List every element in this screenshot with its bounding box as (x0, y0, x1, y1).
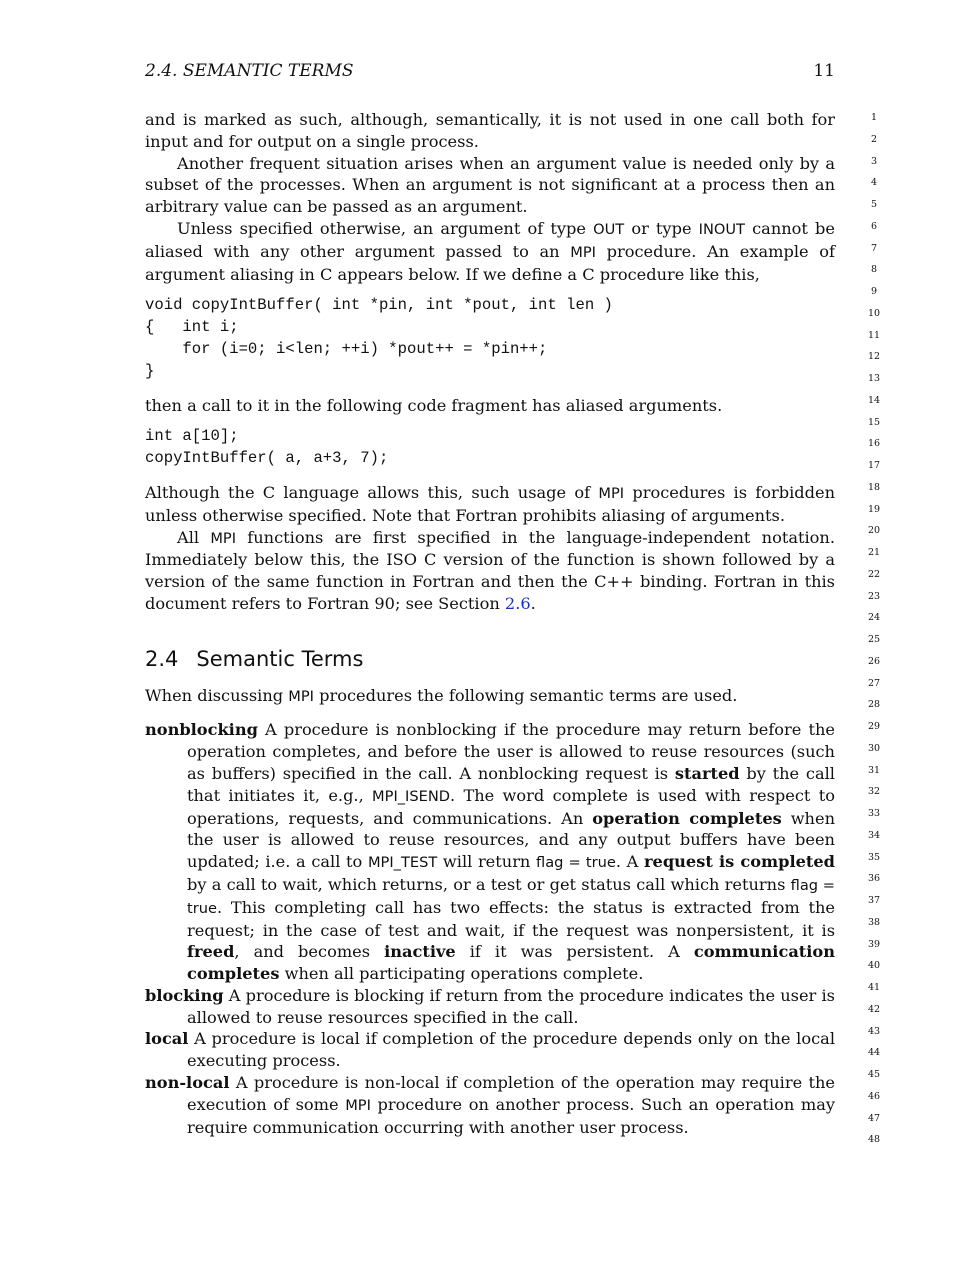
line-number: 15 (867, 416, 881, 428)
line-number: 21 (867, 547, 881, 558)
paragraph: Unless specified otherwise, an argument of type OUT or type INOUT cannot be aliased with any other argument passed to an MPI procedure. An example of argument aliasing in C appears below. If we define a C procedure like this, (145, 218, 835, 284)
definition-local: local A procedure is local if completion of the procedure depends only on the local executing process. (145, 1029, 835, 1071)
running-head: 2.4. SEMANTIC TERMS (145, 61, 354, 81)
line-number: 26 (867, 655, 881, 667)
definition-nonblocking: nonblocking A procedure is nonblocking if the procedure may return before the operation completes, and before the user is allowed to reuse resources (such as buffers) specified in the call. A nonblocking request is started by the call that initiates it, e.g., MPI_ISEND. The word complete is used with respect to operations, requests, and communications. An operation completes when the user is allowed to reuse resources, and any output buffers have been updated; i.e. a call to MPI_TEST will return flag = true. A request is completed by a call to wait, which returns, or a test or get status call which returns flag = true. This completing call has two effects: the status is extracted from the request; in the case of test and wait, if the request was nonpersistent, it is freed, and becomes inactive if it was persistent. A communication completes when all participating operations complete. (145, 720, 835, 984)
line-number: 46 (867, 1090, 881, 1102)
line-number: 32 (867, 786, 881, 798)
line-number: 44 (867, 1047, 881, 1059)
line-number: 24 (867, 612, 881, 624)
line-number: 10 (867, 307, 881, 319)
line-number: 30 (867, 742, 881, 754)
line-number: 9 (870, 286, 878, 297)
definition-term: local (145, 1029, 189, 1049)
line-number: 31 (867, 764, 881, 776)
definition-term: nonblocking (145, 720, 258, 740)
line-number: 7 (870, 242, 878, 254)
line-number: 41 (867, 982, 881, 993)
section-link[interactable]: 2.6 (504, 593, 531, 613)
line-number: 23 (867, 590, 881, 602)
line-number: 36 (867, 873, 881, 885)
page-number: 11 (813, 61, 835, 81)
line-number: 4 (870, 177, 878, 189)
section-number: 2.4 (145, 646, 179, 671)
page-body (145, 109, 835, 1138)
line-number: 3 (870, 155, 878, 167)
line-number: 14 (867, 394, 881, 406)
section-title: Semantic Terms (196, 646, 364, 671)
line-number: 18 (867, 481, 881, 493)
line-number: 48 (867, 1134, 881, 1146)
line-number: 2 (870, 133, 878, 145)
line-number: 19 (867, 503, 881, 515)
paragraph: Another frequent situation arises when an argument value is needed only by a subset of the processes. When an argument is not significant at a process then an arbitrary value can be passed as an argument. (145, 153, 835, 217)
line-number: 33 (867, 808, 881, 819)
code-block: void copyIntBuffer( int *pin, int *pout, int len ) { int i; for (i=0; i<len; ++i) *pout++ = *pin++; } (145, 296, 613, 380)
line-number: 38 (867, 916, 881, 928)
line-number: 25 (867, 634, 881, 645)
paragraph: and is marked as such, although, semantically, it is not used in one call both for input and for output on a single process. (145, 110, 835, 151)
paragraph: All MPI functions are first specified in the language-independent notation. Immediately below this, the ISO C version of the function is shown followed by a version of the same function in Fortran and then the C++ binding. Fortran in this document refers to Fortran 90; see Section 2.6. (145, 527, 835, 613)
line-number: 6 (870, 220, 878, 232)
paragraph: Although the C language allows this, such usage of MPI procedures is forbidden unless otherwise specified. Note that Fortran prohibits aliasing of arguments. (145, 482, 836, 525)
line-number: 47 (867, 1112, 881, 1124)
line-number: 1 (870, 112, 878, 123)
line-number: 8 (870, 264, 878, 276)
line-number: 42 (867, 1003, 881, 1015)
paragraph: When discussing MPI procedures the following semantic terms are used. (145, 685, 738, 705)
line-number: 45 (867, 1069, 881, 1080)
line-number: 5 (870, 199, 878, 210)
line-number: 17 (867, 460, 881, 471)
definition-term: blocking (145, 985, 224, 1005)
line-number: 28 (867, 699, 881, 711)
line-number: 34 (867, 829, 881, 841)
definition-blocking: blocking A procedure is blocking if return from the procedure indicates the user is allowed to reuse resources specified in the call. (145, 985, 835, 1027)
definition-non-local: non-local A procedure is non-local if completion of the operation may require the execution of some MPI procedure on another process. Such an operation may require communication occurring with another user process. (145, 1073, 835, 1137)
line-number: 40 (867, 960, 881, 972)
line-number: 13 (867, 373, 881, 384)
line-number: 35 (867, 851, 881, 863)
line-number: 39 (867, 938, 881, 950)
paragraph: then a call to it in the following code fragment has aliased arguments. (145, 395, 723, 415)
line-number: 11 (867, 329, 881, 341)
line-number: 16 (867, 438, 881, 450)
definition-term: non-local (145, 1073, 230, 1093)
page-header (145, 61, 835, 81)
line-number: 27 (867, 677, 881, 689)
line-number: 12 (867, 351, 881, 363)
line-number: 37 (867, 895, 881, 906)
section-heading (145, 646, 835, 671)
line-number: 29 (867, 721, 881, 732)
line-number: 20 (867, 525, 881, 537)
line-number: 43 (867, 1025, 881, 1037)
line-number: 22 (867, 568, 881, 580)
code-block: int a[10]; copyIntBuffer( a, a+3, 7); (145, 427, 389, 468)
